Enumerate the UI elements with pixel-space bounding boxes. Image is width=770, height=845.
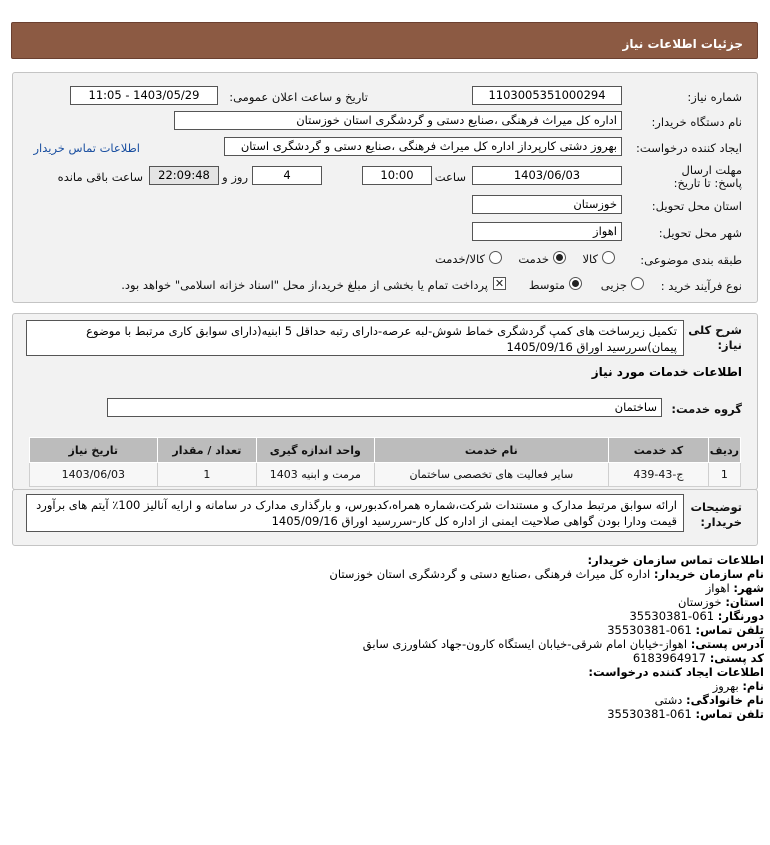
deadline-time-field: 10:00	[362, 166, 432, 185]
need-number-label: شماره نیاز:	[687, 90, 742, 104]
buyer-notes-label: توضیحات خریدار:	[690, 500, 742, 529]
col-quantity: تعداد / مقدار	[157, 438, 257, 463]
remaining-time-field: 22:09:48	[149, 166, 219, 185]
contact-org: نام سازمان خریدار: اداره کل میراث فرهنگی ،صنایع دستی و گردشگری استان خوزستان	[329, 567, 764, 581]
services-table-header	[30, 438, 741, 463]
contact-title: اطلاعات تماس سازمان خریدار:	[587, 553, 764, 567]
cell-service-name: سایر فعالیت های تخصصی ساختمان	[374, 463, 609, 487]
contact-province: استان: خوزستان	[677, 595, 764, 609]
category-goods-service-label: کالا/خدمت	[434, 252, 485, 266]
services-table	[29, 437, 741, 487]
treasury-payment-note: پرداخت تمام یا بخشی از مبلغ خرید،از محل "اسناد خزانه اسلامی" خواهد بود.	[121, 278, 488, 292]
requester-label: ایجاد کننده درخواست:	[636, 141, 742, 155]
deadline-label: مهلت ارسال پاسخ: تا تاریخ:	[673, 163, 742, 190]
province-label: استان محل تحویل:	[651, 199, 742, 213]
service-group-label: گروه خدمت:	[671, 402, 742, 416]
process-label: نوع فرآیند خرید :	[660, 279, 742, 293]
services-section-title: اطلاعات خدمات مورد نیاز	[591, 365, 742, 379]
remaining-label: ساعت باقی مانده	[57, 170, 143, 184]
process-medium-label: متوسط	[528, 278, 565, 292]
category-goods-label: کالا	[582, 252, 598, 266]
days-field: 4	[252, 166, 322, 185]
announce-label: تاریخ و ساعت اعلان عمومی:	[229, 90, 368, 104]
city-label: شهر محل تحویل:	[658, 226, 742, 240]
announce-field: 1403/05/29 - 11:05	[70, 86, 218, 105]
days-label: روز و	[222, 170, 248, 184]
details-panel	[12, 72, 758, 303]
col-row: ردیف	[708, 438, 740, 463]
treasury-payment-checkbox[interactable]: ✕	[494, 277, 505, 290]
contact-postal: کد پستی: 6183964917	[632, 651, 764, 665]
cell-unit: مرمت و ابنیه 1403	[257, 463, 374, 487]
page-header	[11, 22, 758, 59]
col-unit: واحد اندازه گیری	[257, 438, 374, 463]
col-need-date: تاریخ نیاز	[30, 438, 158, 463]
process-medium-radio[interactable]	[569, 277, 582, 290]
buyer-org-label: نام دستگاه خریدار:	[651, 115, 742, 129]
contact-address: آدرس پستی: اهواز-خیابان امام شرقی-خیابان ایستگاه کارون-جهاد کشاورزی سابق	[362, 637, 764, 651]
summary-label: شرح کلی نیاز:	[688, 323, 742, 352]
contact-city: شهر: اهواز	[705, 581, 764, 595]
buyer-org-field: اداره کل میراث فرهنگی ،صنایع دستی و گردشگری استان خوزستان	[174, 111, 622, 130]
city-field: اهواز	[472, 222, 622, 241]
summary-text: تکمیل زیرساخت های کمپ گردشگری خماط شوش-لبه عرصه-دارای رتبه حداقل 5 ابنیه(دارای سوابق کاری مرتبط با موضوع پیمان)سررسید اوراق 1405/09/16	[26, 320, 684, 356]
col-service-name: نام خدمت	[374, 438, 609, 463]
page-title: جزئیات اطلاعات نیاز	[622, 37, 743, 51]
process-minor-radio[interactable]	[631, 277, 644, 290]
category-service-label: خدمت	[518, 252, 549, 266]
cell-service-code: ج-43-439	[609, 463, 709, 487]
category-goods-service-radio[interactable]	[489, 251, 502, 264]
deadline-date-field: 1403/06/03	[472, 166, 622, 185]
requester-field: بهروز دشتی کارپرداز اداره کل میراث فرهنگی ،صنایع دستی و گردشگری استان	[224, 137, 622, 156]
buyer-contact-link[interactable]: اطلاعات تماس خریدار	[33, 141, 140, 155]
contact-phone: تلفن تماس: 061-35530381	[607, 623, 764, 637]
cell-row: 1	[708, 463, 740, 487]
table-row	[30, 463, 741, 487]
buyer-notes-text: ارائه سوابق مرتبط مدارک و مستندات شرکت،شماره همراه،کدبورس، و بارگذاری مدارک در سامانه و ارایه آنالیز 100٪ آیتم های برآورد قیمت ودارا بودن گواهی صلاحیت ایمنی از اداره کل کار-سررسید اوراق 1405/09/16	[26, 494, 684, 532]
deadline-time-label: ساعت	[434, 170, 466, 184]
cell-need-date: 1403/06/03	[30, 463, 158, 487]
creator-last-name: نام خانوادگی: دشتی	[654, 693, 764, 707]
creator-first-name: نام: بهروز	[712, 679, 764, 693]
need-number-field: 1103005351000294	[472, 86, 622, 105]
category-goods-radio[interactable]	[602, 251, 615, 264]
service-group-field: ساختمان	[107, 398, 662, 417]
cell-quantity: 1	[157, 463, 257, 487]
contact-fax: دورنگار: 061-35530381	[629, 609, 764, 623]
category-label: طبقه بندی موضوعی:	[640, 253, 742, 267]
creator-phone: تلفن تماس: 061-35530381	[607, 707, 764, 721]
category-service-radio[interactable]	[553, 251, 566, 264]
province-field: خوزستان	[472, 195, 622, 214]
col-service-code: کد خدمت	[609, 438, 709, 463]
process-minor-label: جزیی	[600, 278, 627, 292]
creator-title: اطلاعات ایجاد کننده درخواست:	[588, 665, 764, 679]
